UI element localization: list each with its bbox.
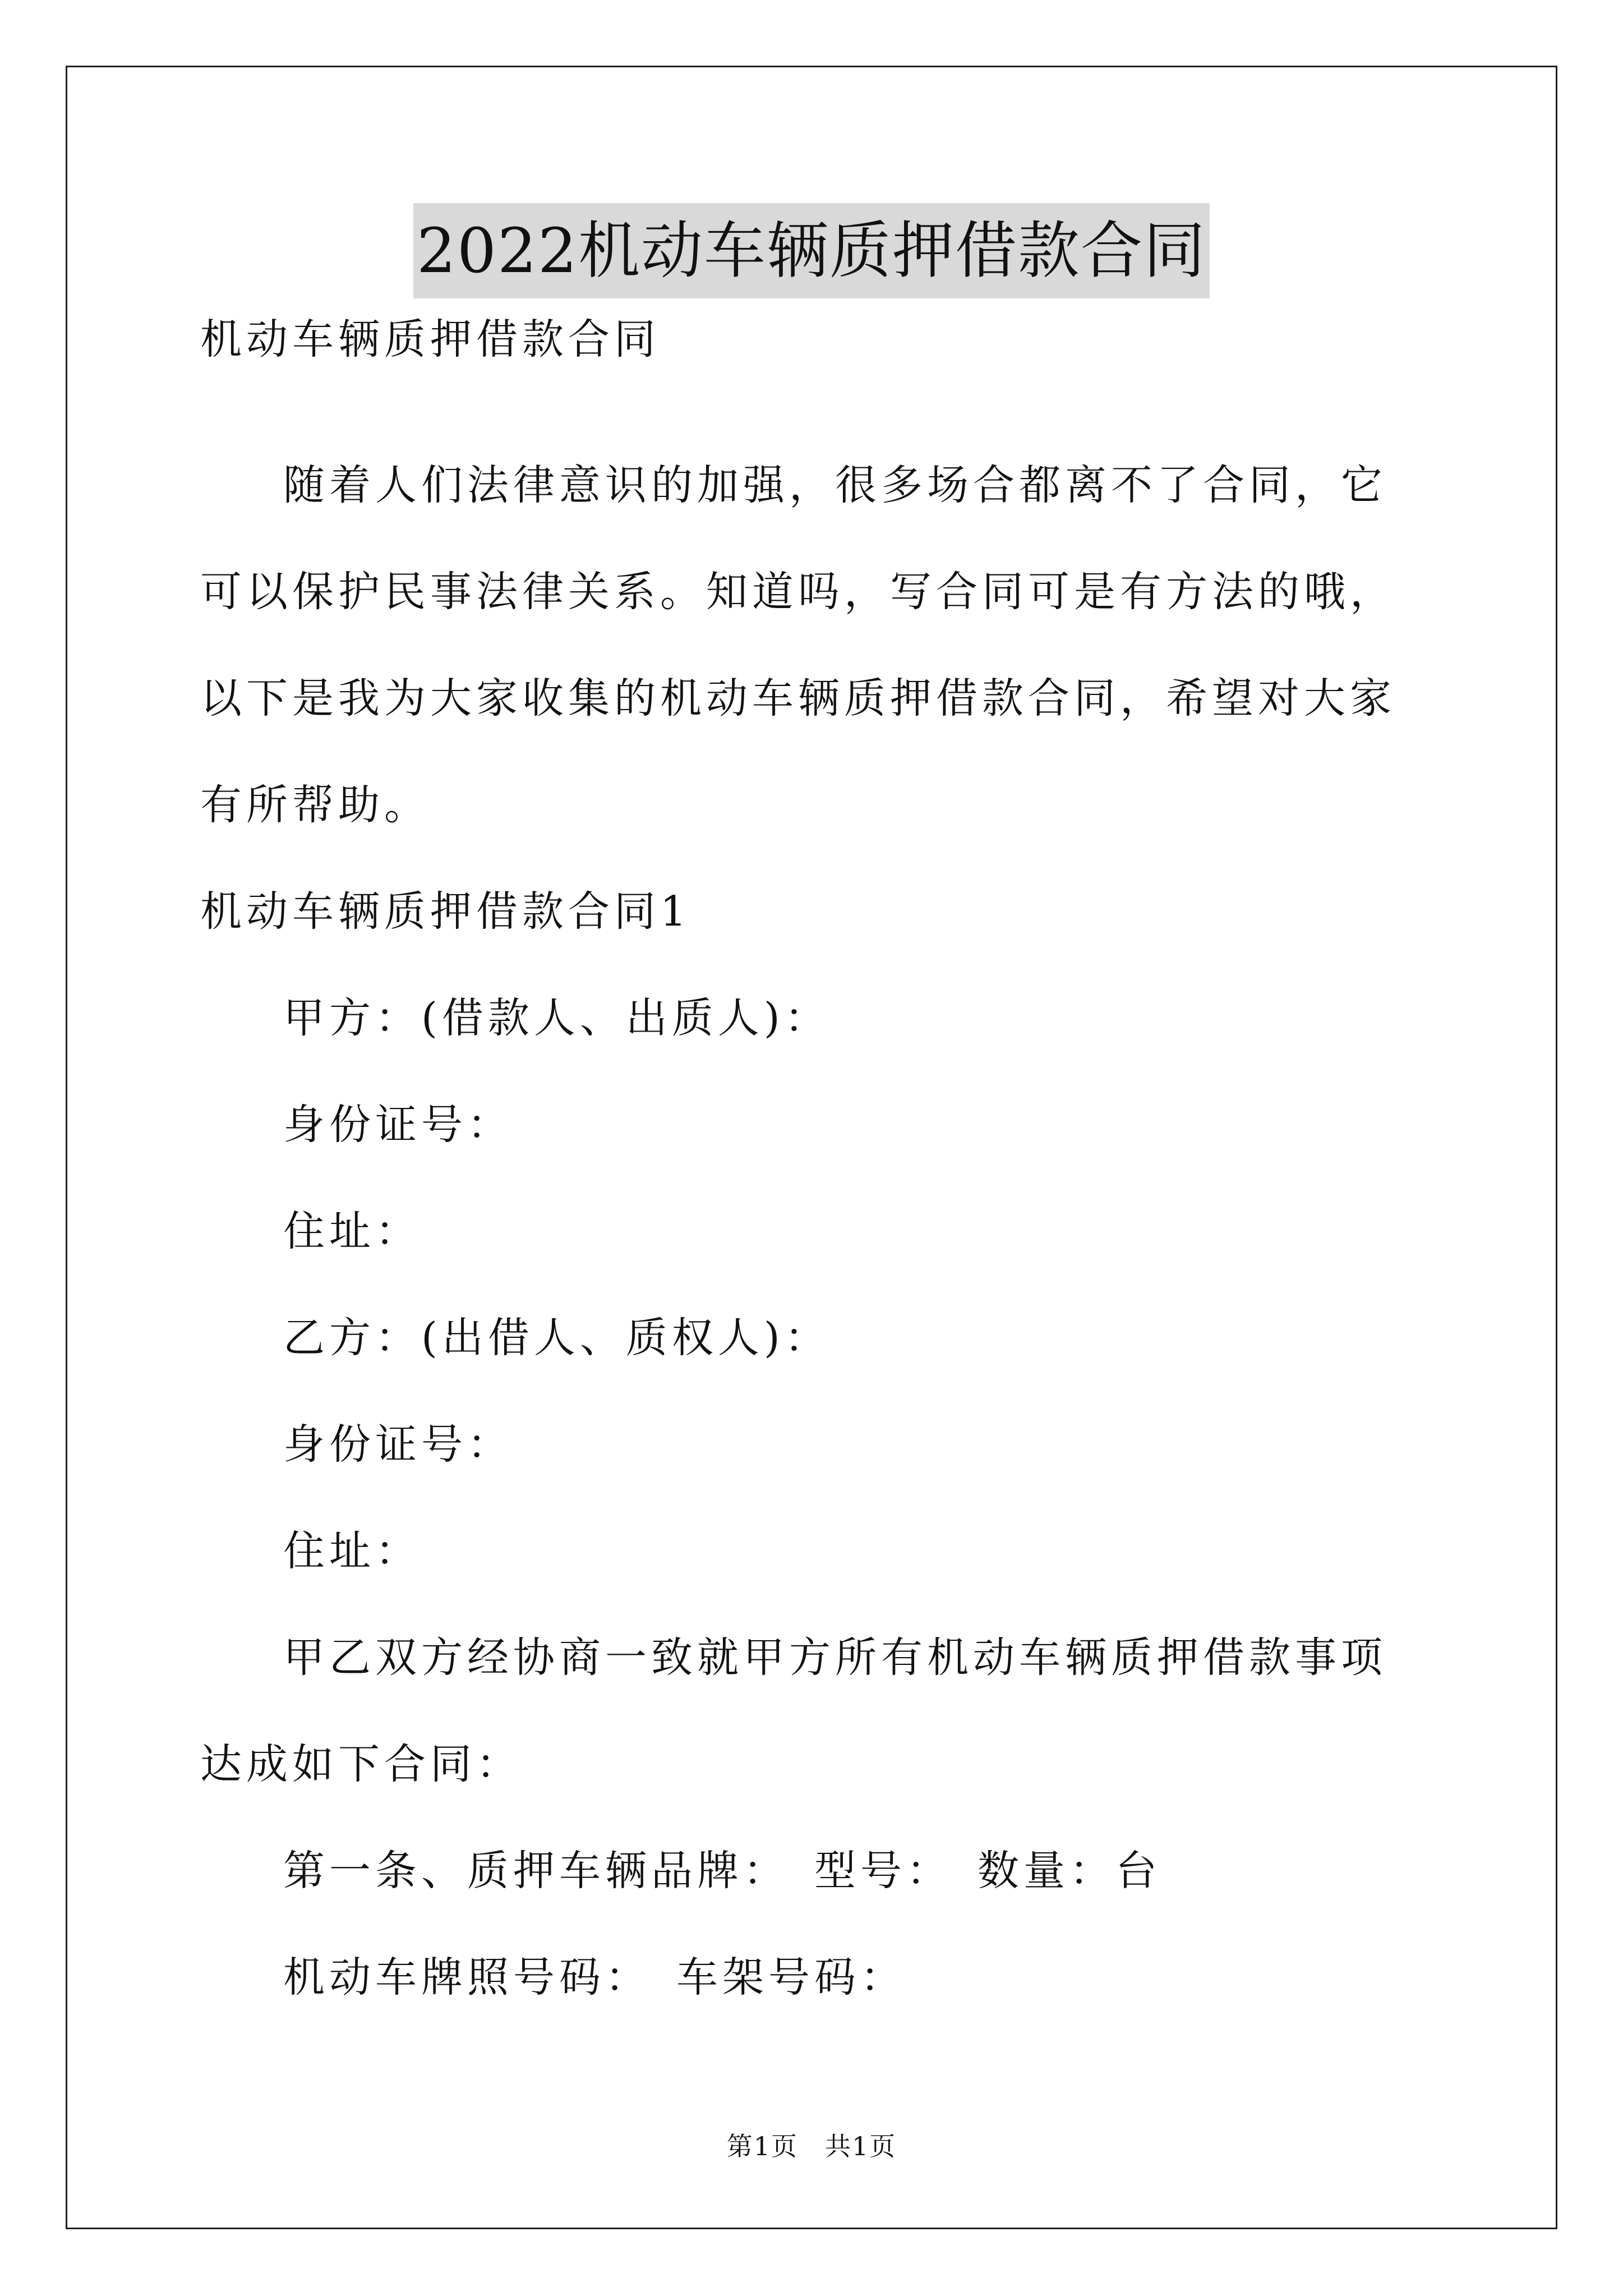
party-a-label: 甲方：(借款人、出质人)：	[283, 994, 831, 1042]
party-b-address-label: 住址：	[283, 1527, 421, 1575]
subtitle: 机动车辆质押借款合同	[200, 315, 660, 364]
section-heading: 机动车辆质押借款合同1	[200, 887, 691, 936]
article-1: 第一条、质押车辆品牌： 型号： 数量：台	[283, 1847, 1161, 1895]
party-b-label: 乙方：(出借人、质权人)：	[283, 1314, 831, 1362]
agreement-paragraph: 甲乙双方经协商一致就甲方所有机动车辆质押借款事项达成如下合同：	[200, 1634, 1387, 1788]
plate-info: 机动车牌照号码： 车架号码：	[283, 1953, 906, 2001]
document-title: 2022机动车辆质押借款合同	[413, 203, 1210, 298]
party-b-id-label: 身份证号：	[283, 1420, 513, 1469]
title-container	[0, 203, 1623, 298]
party-a-id-label: 身份证号：	[283, 1101, 513, 1149]
party-a-address-label: 住址：	[283, 1207, 421, 1255]
intro-paragraph: 随着人们法律意识的加强，很多场合都离不了合同，它可以保护民事法律关系。知道吗，写合同可是有方法的哦，以下是我为大家收集的机动车辆质押借款合同，希望对大家有所帮助。	[200, 461, 1396, 829]
page-footer: 第1页 共1页	[726, 2131, 897, 2161]
